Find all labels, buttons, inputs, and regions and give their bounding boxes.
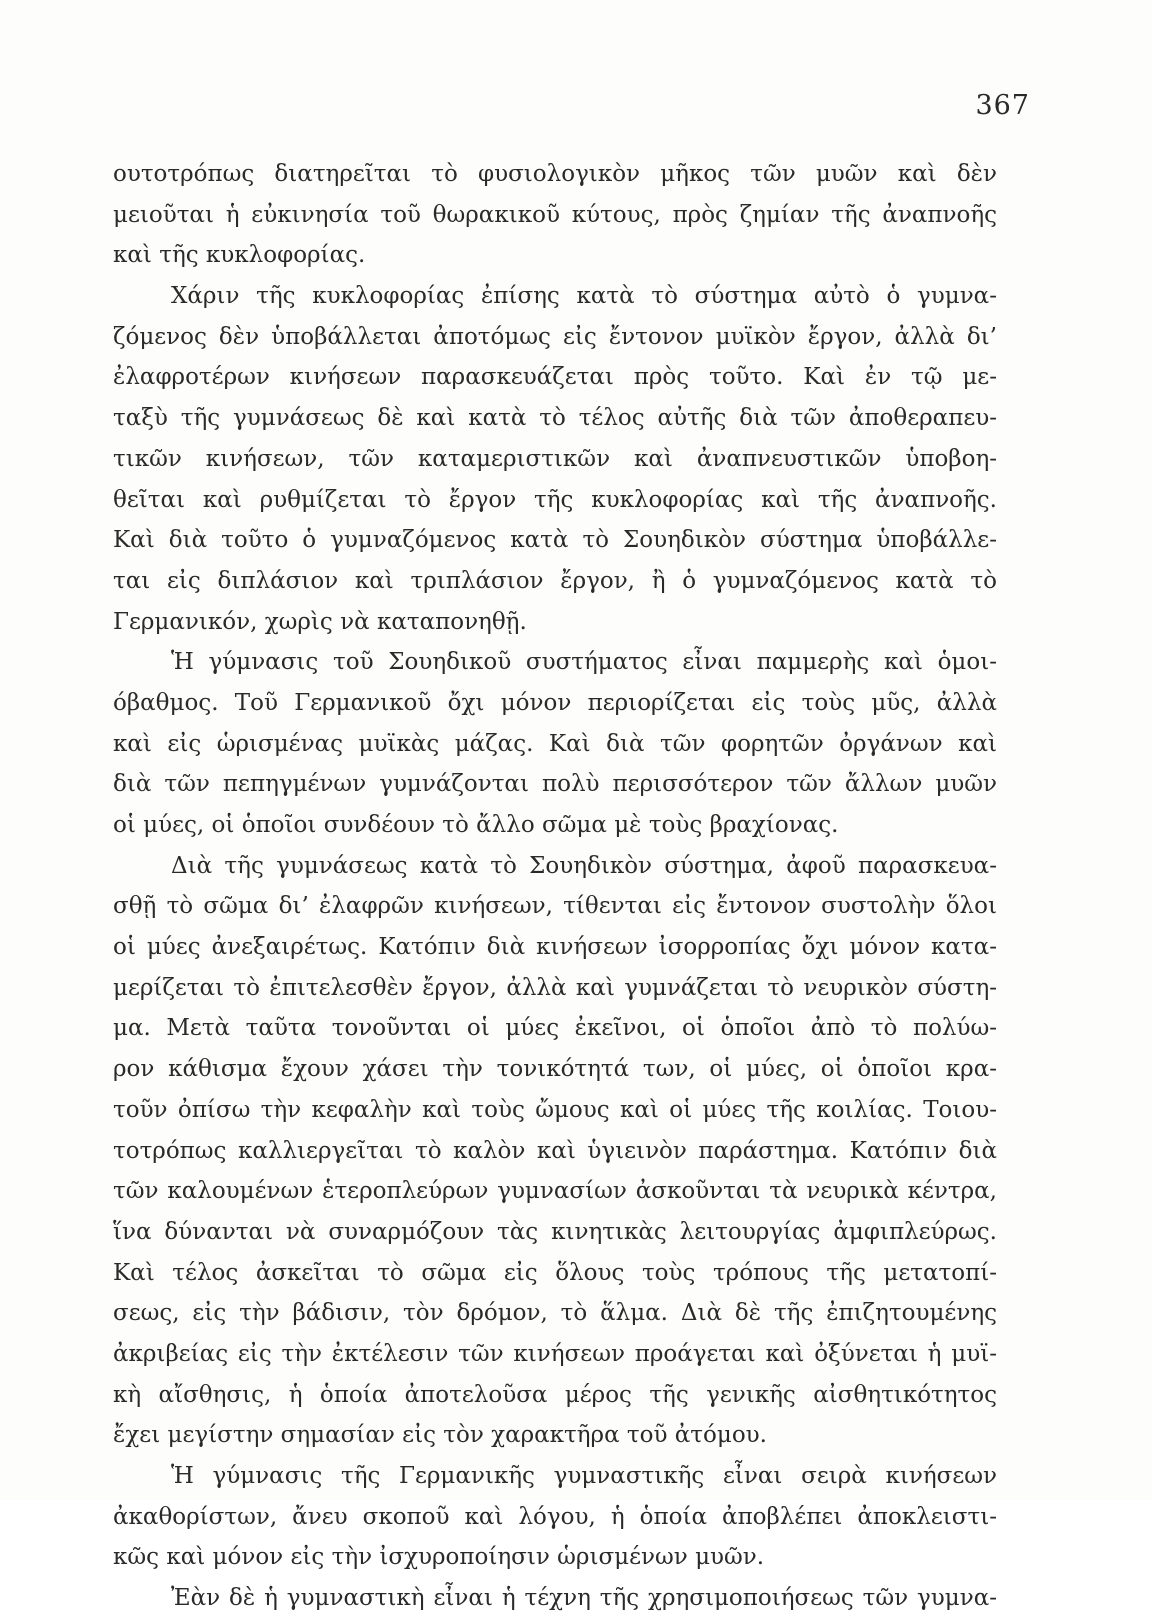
text-line: Καὶ διὰ τοῦτο ὁ γυμναζόμενος κατὰ τὸ Σουηδικὸν σύστημα ὑποβάλλε- [113, 527, 997, 554]
text-line: τικῶν κινήσεων, τῶν καταμεριστικῶν καὶ ἀναπνευστικῶν ὑποβοη- [113, 445, 997, 472]
page-number: 367 [975, 90, 1030, 121]
text-line: κὴ αἴσθησις, ἡ ὁποία ἀποτελοῦσα μέρος τῆς γενικῆς αἰσθητικότητος [113, 1381, 997, 1408]
text-line: καὶ εἰς ὡρισμένας μυϊκὰς μάζας. Καὶ διὰ τῶν φορητῶν ὀργάνων καὶ [113, 730, 997, 757]
text-line: ἐλαφροτέρων κινήσεων παρασκευάζεται πρὸς τοῦτο. Καὶ ἐν τῷ με- [113, 364, 997, 391]
text-line: σεως, εἰς τὴν βάδισιν, τὸν δρόμον, τὸ ἅλμα. Διὰ δὲ τῆς ἐπιζητουμένης [113, 1300, 997, 1327]
text-line: όβαθμος. Τοῦ Γερμανικοῦ ὄχι μόνον περιορίζεται εἰς τοὺς μῦς, ἀλλὰ [113, 689, 997, 716]
text-line: ἀκαθορίστων, ἄνευ σκοποῦ καὶ λόγου, ἡ ὁποία ἀποβλέπει ἀποκλειστι- [113, 1503, 997, 1530]
text-line: Ἡ γύμνασις τῆς Γερμανικῆς γυμναστικῆς εἶναι σειρὰ κινήσεων [171, 1463, 997, 1489]
text-line: Καὶ τέλος ἀσκεῖται τὸ σῶμα εἰς ὅλους τοὺς τρόπους τῆς μετατοπί- [113, 1259, 997, 1286]
text-line: μειοῦται ἡ εὐκινησία τοῦ θωρακικοῦ κύτους, πρὸς ζημίαν τῆς ἀναπνοῆς [113, 201, 997, 228]
text-line: Γερμανικόν, χωρὶς νὰ καταπονηθῇ. [113, 608, 527, 635]
text-line: Χάριν τῆς κυκλοφορίας ἐπίσης κατὰ τὸ σύστημα αὐτὸ ὁ γυμνα- [171, 283, 997, 310]
text-line: διὰ τῶν πεπηγμένων γυμνάζονται πολὺ περισσότερον τῶν ἄλλων μυῶν [113, 771, 997, 798]
body-text [113, 154, 997, 1619]
text-line: οἱ μύες, οἱ ὁποῖοι συνδέουν τὸ ἄλλο σῶμα μὲ τοὺς βραχίονας. [113, 812, 839, 838]
text-line: θεῖται καὶ ρυθμίζεται τὸ ἔργον τῆς κυκλοφορίας καὶ τῆς ἀναπνοῆς. [113, 486, 997, 513]
text-line: ρον κάθισμα ἔχουν χάσει τὴν τονικότητά των, οἱ μύες, οἱ ὁποῖοι κρα- [113, 1056, 997, 1083]
text-line: κῶς καὶ μόνον εἰς τὴν ἰσχυροποίησιν ὡρισμένων μυῶν. [113, 1544, 765, 1571]
text-line: ἀκριβείας εἰς τὴν ἐκτέλεσιν τῶν κινήσεων προάγεται καὶ ὀξύνεται ἡ μυϊ- [113, 1340, 997, 1367]
text-line: οἱ μύες ἀνεξαιρέτως. Κατόπιν διὰ κινήσεων ἰσορροπίας ὄχι μόνον κατα- [113, 934, 997, 961]
text-line: καὶ τῆς κυκλοφορίας. [113, 242, 366, 269]
text-line: σθῇ τὸ σῶμα δι’ ἐλαφρῶν κινήσεων, τίθενται εἰς ἔντονον συστολὴν ὅλοι [113, 893, 997, 920]
text-line: ταξὺ τῆς γυμνάσεως δὲ καὶ κατὰ τὸ τέλος αὐτῆς διὰ τῶν ἀποθεραπευ- [113, 405, 997, 432]
text-line: τῶν καλουμένων ἑτεροπλεύρων γυμνασίων ἀσκοῦνται τὰ νευρικὰ κέντρα, [113, 1178, 997, 1205]
text-line: μερίζεται τὸ ἐπιτελεσθὲν ἔργον, ἀλλὰ καὶ γυμνάζεται τὸ νευρικὸν σύστη- [113, 974, 997, 1001]
text-line: ἵνα δύνανται νὰ συναρμόζουν τὰς κινητικὰς λειτουργίας ἀμφιπλεύρως. [113, 1218, 997, 1245]
text-line: τοτρόπως καλλιεργεῖται τὸ καλὸν καὶ ὑγιεινὸν παράστημα. Κατόπιν διὰ [113, 1137, 997, 1164]
text-line: ται εἰς διπλάσιον καὶ τριπλάσιον ἔργον, ἢ ὁ γυμναζόμενος κατὰ τὸ [113, 567, 997, 594]
text-line: τοῦν ὀπίσω τὴν κεφαλὴν καὶ τοὺς ὤμους καὶ οἱ μύες τῆς κοιλίας. Τοιου- [113, 1096, 997, 1123]
text-line: Ἡ γύμνασις τοῦ Σουηδικοῦ συστήματος εἶναι παμμερὴς καὶ ὁμοι- [171, 649, 997, 676]
text-line: ουτοτρόπως διατηρεῖται τὸ φυσιολογικὸν μῆκος τῶν μυῶν καὶ δὲν [113, 161, 997, 187]
text-line: μα. Μετὰ ταῦτα τονοῦνται οἱ μύες ἐκεῖνοι, οἱ ὁποῖοι ἀπὸ τὸ πολύω- [113, 1015, 997, 1042]
text-line: ζόμενος δὲν ὑποβάλλεται ἀποτόμως εἰς ἔντονον μυϊκὸν ἔργον, ἀλλὰ δι’ [113, 323, 997, 350]
text-line: Διὰ τῆς γυμνάσεως κατὰ τὸ Σουηδικὸν σύστημα, ἀφοῦ παρασκευα- [171, 852, 997, 879]
text-line: ἔχει μεγίστην σημασίαν εἰς τὸν χαρακτῆρα τοῦ ἀτόμου. [113, 1422, 767, 1449]
text-line: Ἐὰν δὲ ἡ γυμναστικὴ εἶναι ἡ τέχνη τῆς χρησιμοποιήσεως τῶν γυμνα- [171, 1585, 997, 1612]
